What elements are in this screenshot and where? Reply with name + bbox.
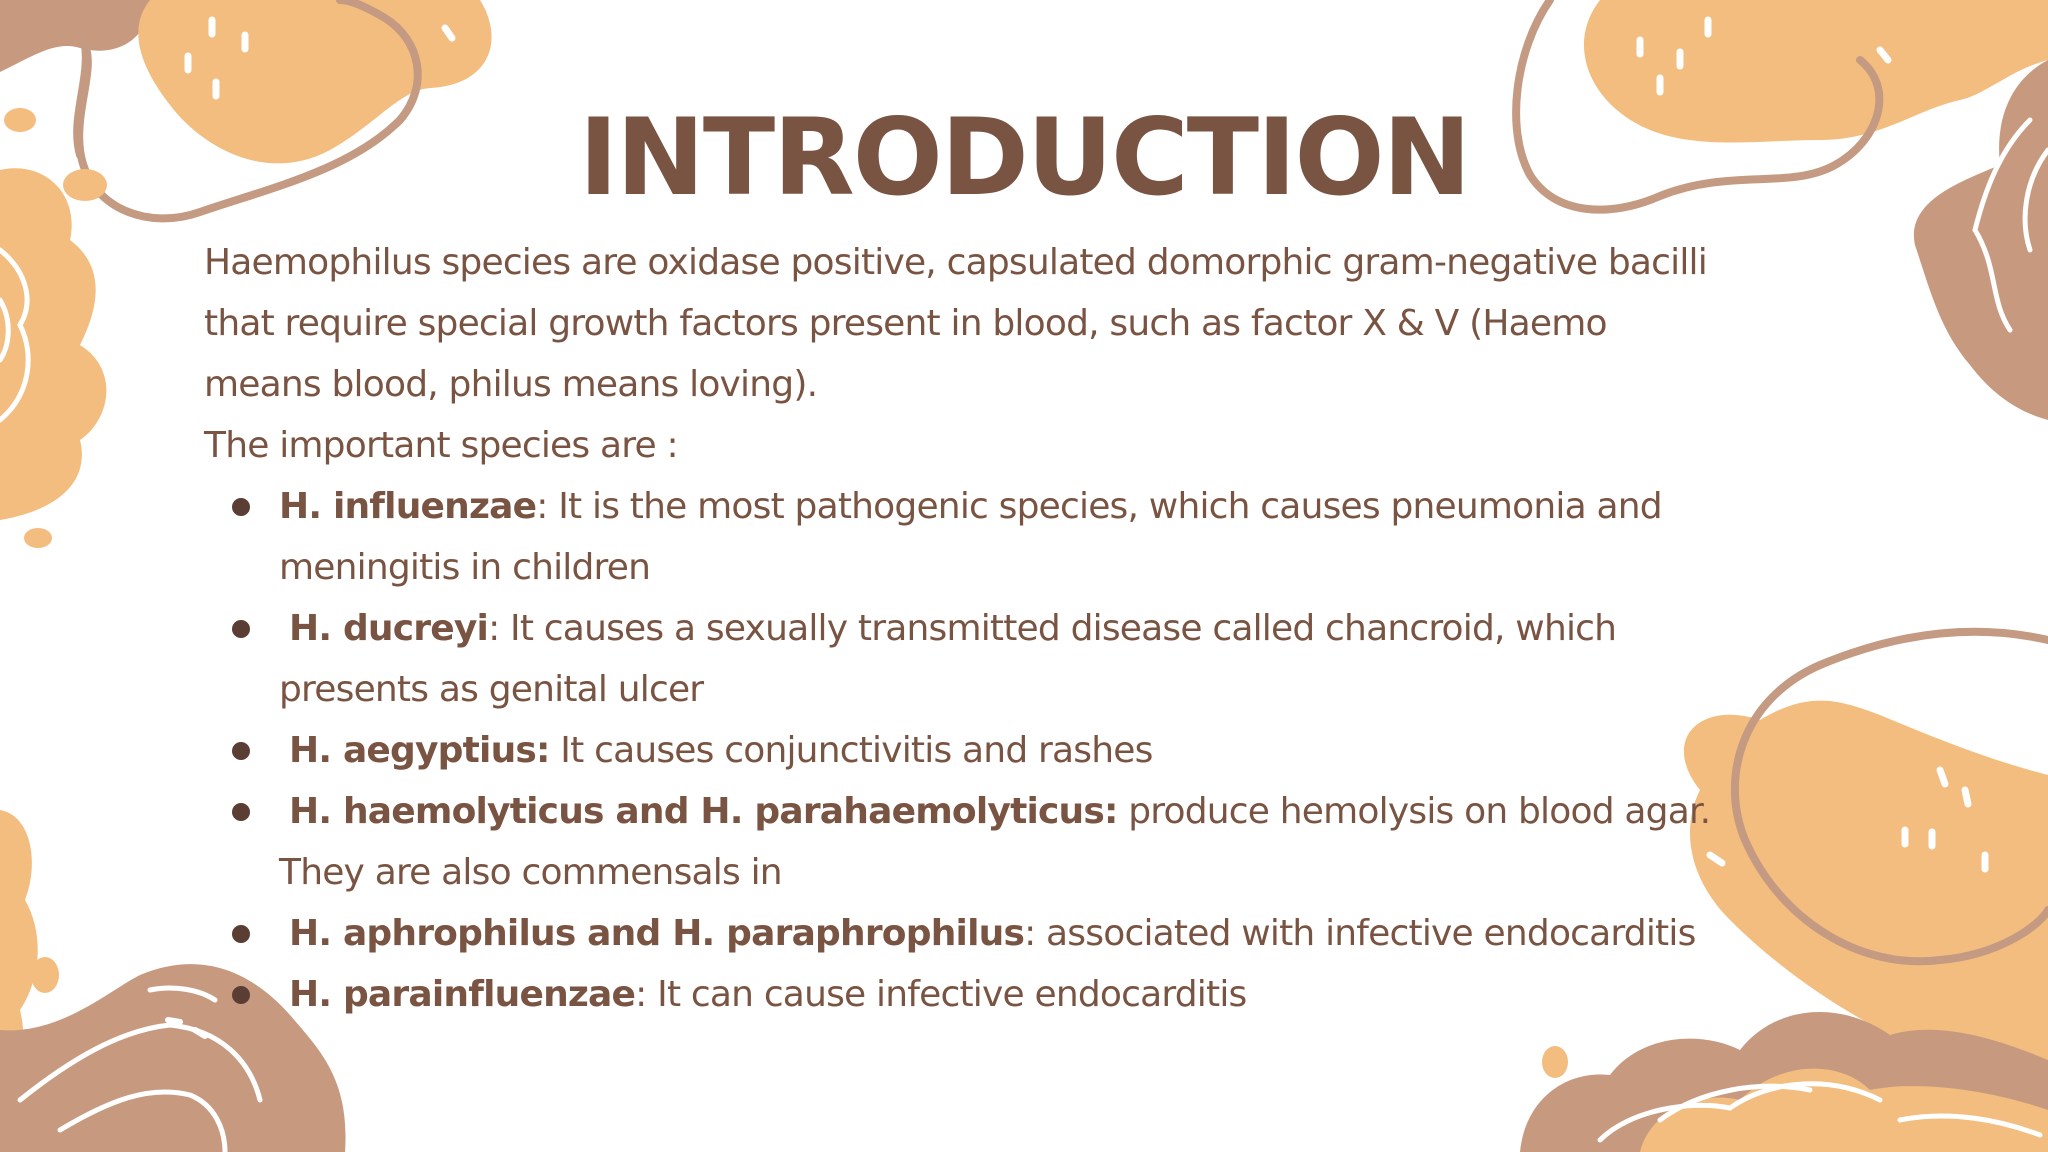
species-term: H. ducreyi xyxy=(289,608,489,649)
top-left-dot xyxy=(24,528,52,548)
species-term: H. aphrophilus and H. paraphrophilus xyxy=(289,913,1025,954)
list-item xyxy=(204,781,1724,903)
list-item xyxy=(204,598,1724,720)
species-term: H. parainfluenzae xyxy=(289,974,636,1015)
bottom-right-dot xyxy=(1542,1046,1568,1078)
species-heading: The important species are : xyxy=(204,425,678,466)
bullet-icon xyxy=(232,620,250,638)
species-description: produce hemolysis on blood agar. They are also commensals in xyxy=(279,791,1711,893)
bullet-icon xyxy=(232,986,250,1004)
species-description: : It is the most pathogenic species, which causes pneumonia and meningitis in children xyxy=(279,486,1662,588)
intro-paragraph: Haemophilus species are oxidase positive, capsulated domorphic gram-negative bacilli that require special growth factors present in blood, such as factor X & V (Haemo means blood, philus means loving). xyxy=(204,242,1707,405)
bullet-icon xyxy=(232,742,250,760)
species-description: : It can cause infective endocarditis xyxy=(635,974,1247,1015)
list-item xyxy=(204,964,1724,1025)
bullet-icon xyxy=(232,498,250,516)
species-description: : It causes a sexually transmitted disease called chancroid, which presents as genital ulcer xyxy=(279,608,1617,710)
left-peach-blob xyxy=(0,168,106,520)
list-item xyxy=(204,903,1724,964)
list-item xyxy=(204,720,1724,781)
page-title: INTRODUCTION xyxy=(578,96,1470,219)
top-left-tan-blob xyxy=(0,0,150,72)
species-description: : associated with infective endocarditis xyxy=(1024,913,1696,954)
list-item xyxy=(204,476,1724,598)
bullet-icon xyxy=(232,925,250,943)
slide-body xyxy=(204,232,1724,1025)
species-term: H. influenzae xyxy=(279,486,537,527)
species-description: It causes conjunctivitis and rashes xyxy=(549,730,1153,771)
bottom-left-dot xyxy=(31,957,59,993)
species-list xyxy=(204,476,1724,1025)
species-term: H. haemolyticus and H. parahaemolyticus: xyxy=(289,791,1118,832)
bullet-icon xyxy=(232,803,250,821)
species-term: H. aegyptius: xyxy=(289,730,550,771)
